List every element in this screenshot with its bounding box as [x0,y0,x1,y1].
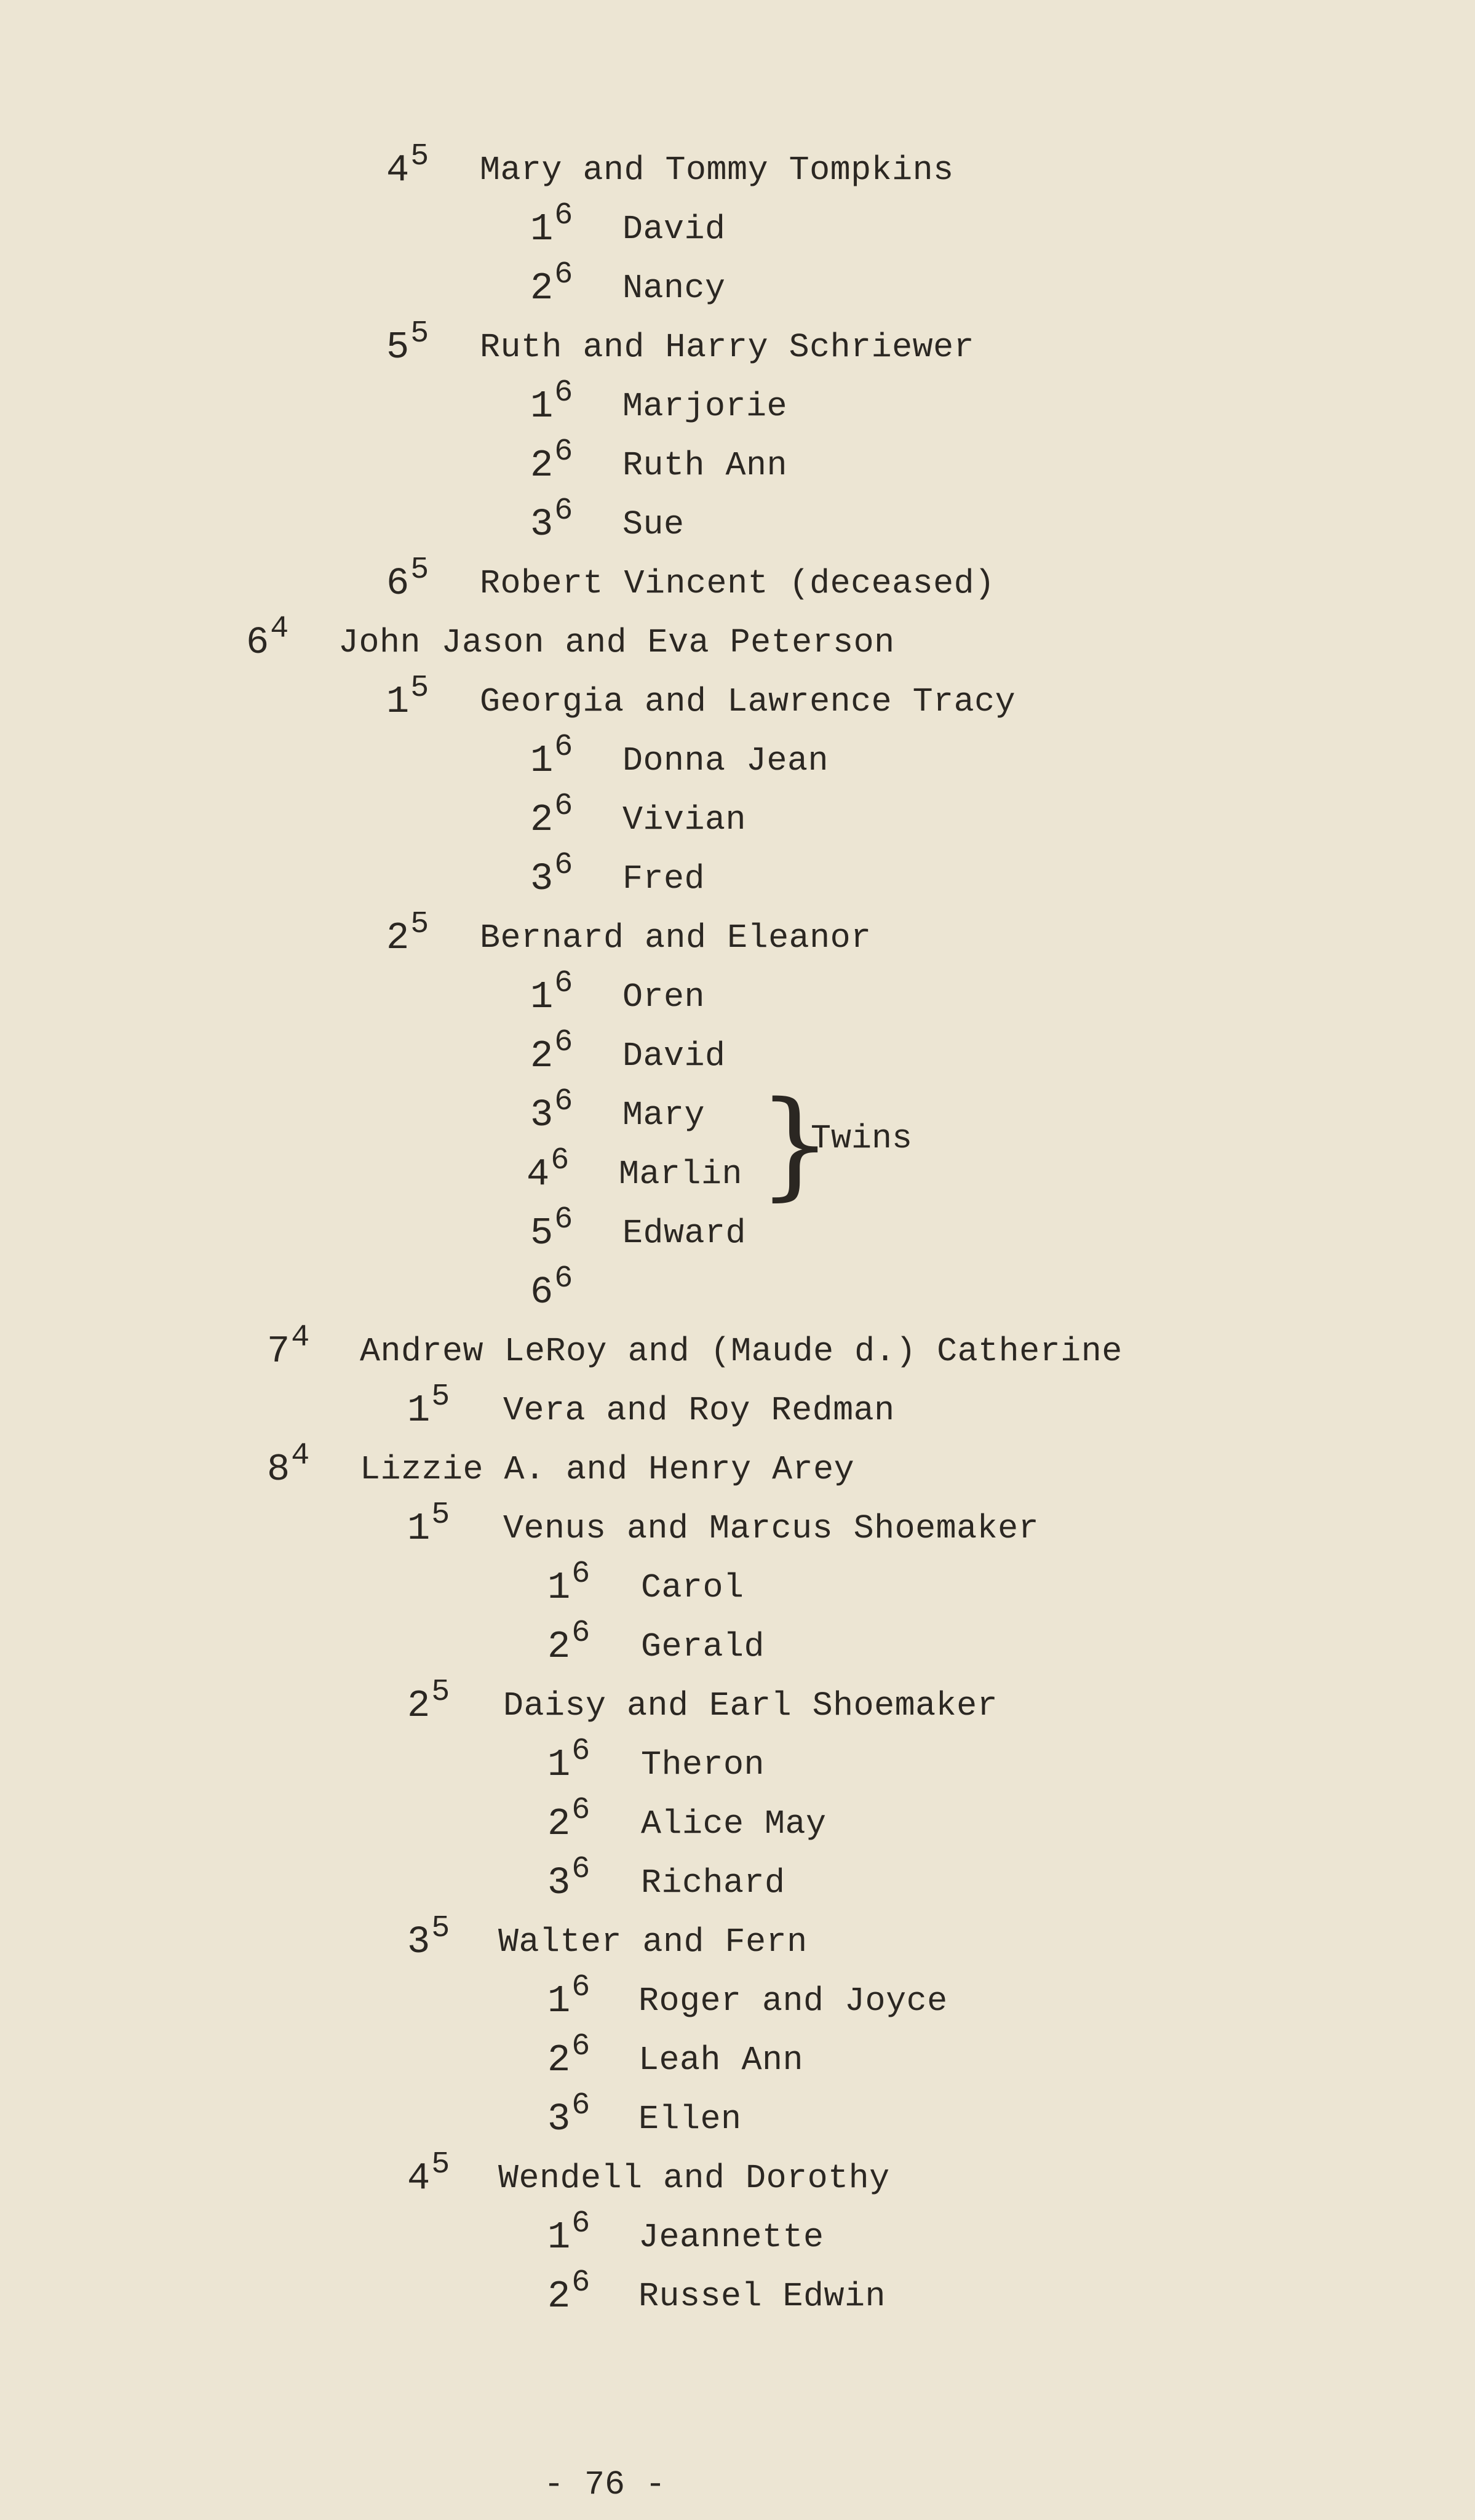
entry-name: Richard [641,1864,785,1902]
generation-number [547,1616,590,1671]
entry-row [0,2265,1475,2318]
entry-row [0,198,1475,251]
entry-row [0,1852,1475,1905]
generation-index: 4 [407,2156,431,2200]
entry-row [0,1557,1475,1609]
generation-number [530,257,573,313]
twins-brace: } [758,1076,832,1212]
entry-row [0,612,1475,664]
generation-number [407,2147,450,2203]
page-number: - 76 - [544,2465,666,2504]
entry-row [0,1616,1475,1669]
entry-row [0,2088,1475,2141]
generation-superscript: 6 [554,1202,573,1237]
generation-superscript: 6 [571,2265,590,2300]
entry-name: Marlin [619,1155,743,1194]
generation-index: 2 [547,1625,571,1669]
generation-superscript: 6 [551,1143,570,1178]
generation-superscript: 6 [571,1970,590,2005]
generation-index: 1 [407,1389,431,1432]
entry-row [0,552,1475,605]
generation-number [267,1438,310,1494]
generation-index: 6 [246,621,269,664]
generation-number [547,1734,590,1789]
generation-superscript: 5 [431,1379,450,1414]
generation-number [530,1202,573,1258]
entry-name: Ruth Ann [622,446,788,485]
entry-row [0,139,1475,192]
entry-name: Theron [641,1745,765,1784]
generation-superscript: 6 [554,1261,573,1296]
entry-name: Edward [622,1214,747,1253]
entry-row [0,966,1475,1019]
generation-superscript: 6 [554,434,573,469]
entry-name: Alice May [641,1804,827,1843]
generation-superscript: 6 [554,1084,573,1119]
entry-row [0,1143,1475,1196]
generation-superscript: 6 [554,789,573,824]
generation-number [386,316,429,372]
generation-index: 3 [547,2097,571,2141]
entry-name: Wendell and Dorothy [498,2159,890,2198]
generation-number [407,1911,450,1966]
entry-row [0,1025,1475,1078]
entry-name: Gerald [641,1627,765,1666]
entry-row [0,1675,1475,1728]
entry-name: Carol [641,1568,744,1607]
generation-number [386,671,429,726]
generation-number [530,966,573,1021]
generation-number [547,1557,590,1612]
generation-number [246,612,289,667]
generation-superscript: 5 [431,1911,450,1946]
entry-name: John Jason and Eva Peterson [338,623,895,662]
entry-name: Andrew LeRoy and (Maude d.) Catherine [360,1332,1123,1371]
generation-number [407,1379,450,1435]
generation-index: 1 [386,680,410,724]
generation-index: 3 [530,1093,554,1137]
generation-index: 2 [530,266,554,310]
entry-name: Nancy [622,269,726,308]
generation-number [530,493,573,549]
generation-index: 2 [407,1684,431,1728]
generation-superscript: 6 [554,966,573,1001]
generation-number [407,1497,450,1553]
generation-superscript: 5 [410,316,429,351]
generation-superscript: 6 [554,848,573,883]
entry-row [0,316,1475,369]
generation-number [547,2029,590,2084]
generation-index: 3 [530,503,554,546]
generation-number [527,1143,570,1198]
entry-name: Oren [622,978,706,1016]
generation-number [547,2206,590,2262]
generation-number [386,907,429,962]
generation-superscript: 6 [571,1734,590,1769]
generation-superscript: 5 [431,1675,450,1710]
entry-name: Georgia and Lawrence Tracy [480,682,1016,721]
entry-name: Daisy and Earl Shoemaker [503,1686,998,1725]
generation-index: 2 [530,444,554,487]
generation-superscript: 6 [571,2088,590,2123]
generation-index: 1 [530,975,554,1019]
generation-index: 1 [407,1507,431,1550]
entry-name: Lizzie A. and Henry Arey [360,1450,855,1489]
generation-index: 1 [547,1566,571,1609]
generation-index: 3 [530,857,554,901]
entry-row [0,434,1475,487]
entry-row [0,730,1475,783]
generation-superscript: 6 [571,1793,590,1828]
generation-index: 4 [527,1152,550,1196]
entry-row [0,493,1475,546]
entry-row [0,375,1475,428]
generation-superscript: 6 [571,1557,590,1592]
entry-name: Jeannette [638,2218,824,2257]
entry-name: Mary [622,1096,706,1134]
entry-name: Ellen [638,2100,742,2139]
entry-row [0,1202,1475,1255]
generation-number [386,139,429,194]
entry-name: Walter and Fern [498,1923,808,1961]
generation-index: 1 [547,1743,571,1787]
generation-number [530,1261,573,1317]
generation-superscript: 6 [571,1616,590,1651]
generation-superscript: 5 [431,1497,450,1533]
generation-number [530,789,573,844]
entry-row [0,1084,1475,1137]
generation-superscript: 6 [571,2206,590,2241]
generation-number [547,1852,590,1907]
entry-name: Robert Vincent (deceased) [480,564,995,603]
generation-number [530,434,573,490]
generation-superscript: 6 [571,2029,590,2064]
entry-row [0,1497,1475,1550]
generation-index: 5 [530,1211,554,1255]
generation-superscript: 4 [291,1320,310,1355]
generation-superscript: 5 [410,907,429,942]
entry-row [0,1261,1475,1314]
generation-index: 1 [547,2215,571,2259]
entry-row [0,1379,1475,1432]
entry-name: Sue [622,505,685,544]
entry-row [0,2147,1475,2200]
generation-index: 1 [530,739,554,783]
generation-superscript: 5 [410,139,429,174]
entry-row [0,671,1475,724]
entry-row [0,789,1475,842]
generation-number [386,552,429,608]
generation-index: 3 [407,1920,431,1964]
generation-superscript: 6 [554,1025,573,1060]
generation-index: 6 [386,562,410,605]
entry-row [0,1734,1475,1787]
entry-name: David [622,1037,726,1075]
generation-number [547,2088,590,2143]
generation-superscript: 5 [431,2147,450,2182]
generation-index: 2 [547,1802,571,1846]
generation-number [530,1084,573,1139]
entry-row [0,1970,1475,2023]
entry-row [0,257,1475,310]
entry-name: Marjorie [622,387,788,426]
generation-number [530,848,573,903]
entry-row [0,907,1475,960]
generation-number [530,375,573,431]
entry-name: Fred [622,859,706,898]
entry-name: Donna Jean [622,741,829,780]
generation-number [547,1793,590,1848]
entry-name: Leah Ann [638,2041,804,2079]
generation-index: 1 [530,207,554,251]
generation-superscript: 6 [554,257,573,292]
generation-superscript: 4 [270,612,289,647]
entry-name: Vera and Roy Redman [503,1391,895,1430]
entry-name: David [622,210,726,249]
generation-superscript: 6 [554,493,573,528]
generation-number [547,2265,590,2321]
entry-name: Russel Edwin [638,2277,886,2316]
generation-number [267,1320,310,1376]
generation-superscript: 6 [554,375,573,410]
generation-index: 1 [547,1979,571,2023]
generation-index: 2 [547,2275,571,2318]
entry-row [0,848,1475,901]
entry-row [0,1438,1475,1491]
generation-number [530,198,573,253]
generation-index: 2 [386,916,410,960]
generation-superscript: 6 [554,730,573,765]
generation-index: 5 [386,325,410,369]
generation-superscript: 4 [291,1438,310,1473]
twins-note: Twins [811,1119,913,1158]
generation-index: 1 [530,385,554,428]
entry-name: Roger and Joyce [638,1982,948,2020]
entry-row [0,1911,1475,1964]
generation-superscript: 5 [410,552,429,588]
entry-row [0,1793,1475,1846]
generation-superscript: 5 [410,671,429,706]
generation-index: 7 [267,1330,290,1373]
generation-superscript: 6 [571,1852,590,1887]
generation-index: 6 [530,1270,554,1314]
entry-row [0,2029,1475,2082]
generation-number [547,1970,590,2025]
entry-name: Ruth and Harry Schriewer [480,328,975,367]
generation-index: 2 [530,1034,554,1078]
entry-name: Mary and Tommy Tompkins [480,151,954,189]
generation-index: 8 [267,1448,290,1491]
generation-superscript: 6 [554,198,573,233]
generation-index: 3 [547,1861,571,1905]
generation-number [530,730,573,785]
generation-index: 2 [547,2038,571,2082]
entry-row [0,2206,1475,2259]
entry-name: Bernard and Eleanor [480,919,872,957]
generation-number [407,1675,450,1730]
generation-index: 4 [386,148,410,192]
generation-index: 2 [530,798,554,842]
entry-name: Vivian [622,800,747,839]
entry-name: Venus and Marcus Shoemaker [503,1509,1040,1548]
generation-number [530,1025,573,1080]
entry-row [0,1320,1475,1373]
